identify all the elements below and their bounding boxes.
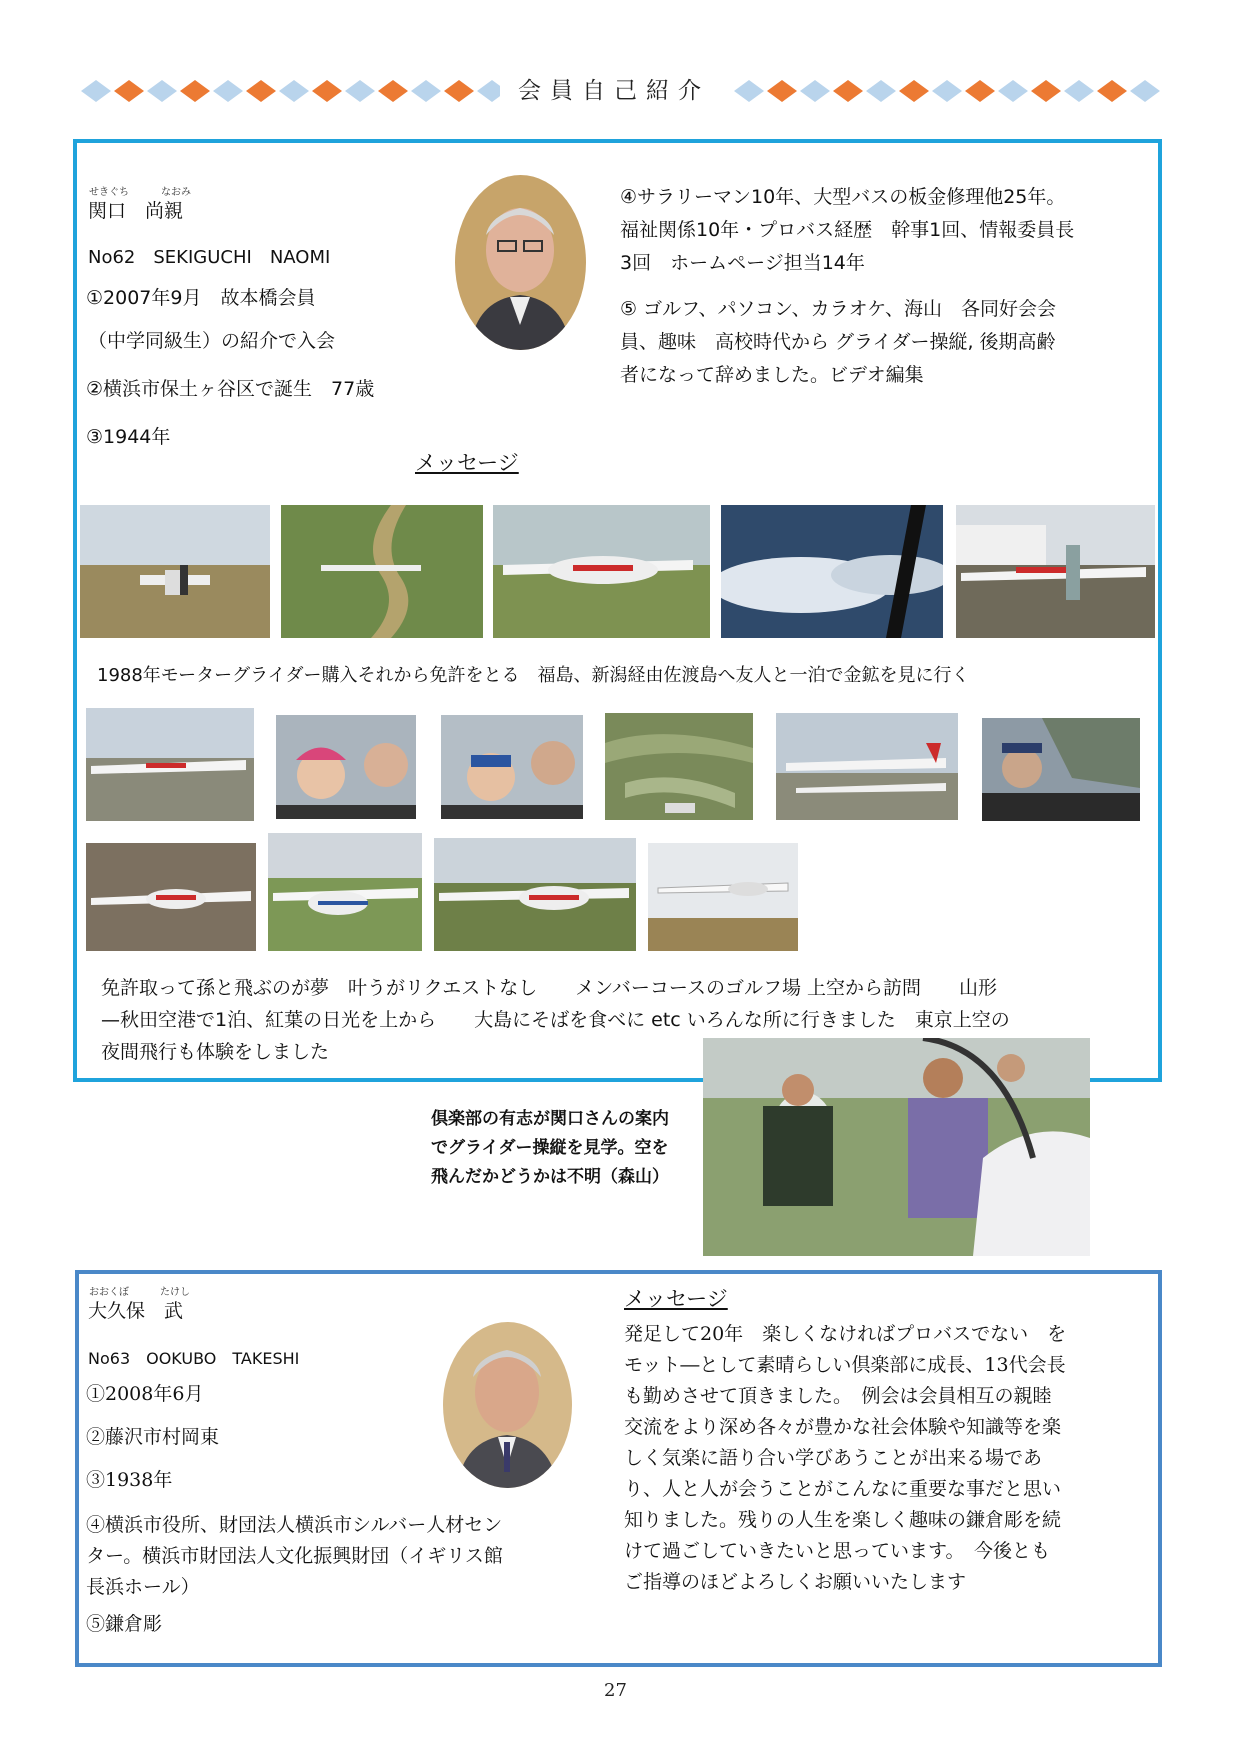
- hobbies-line: ⑤ ゴルフ、パソコン、カラオケ、海山 各同好会会: [620, 298, 1056, 320]
- diamond-ornament: [312, 80, 342, 102]
- photo-grandchild-cockpit-2: [441, 715, 583, 819]
- photo-glider-flying: [648, 843, 798, 951]
- side-caption-line: 倶楽部の有志が関口さんの案内: [431, 1109, 669, 1129]
- diamond-ornament: [345, 80, 375, 102]
- diamond-ornament: [246, 80, 276, 102]
- side-caption-line: でグライダー操縦を見学。空を: [431, 1138, 669, 1158]
- message-line: 交流をより深め各々が豊かな社会体験や知識等を楽: [624, 1416, 1062, 1438]
- photo-above-clouds: [721, 505, 943, 638]
- photo-club-members-glider: [703, 1038, 1090, 1256]
- hobbies-line: 者になって辞めました。ビデオ編集: [620, 364, 924, 386]
- photo-aerial-river: [281, 505, 483, 638]
- birth-year: ③1938年: [86, 1469, 173, 1491]
- message-line: も勤めさせて頂きました。 例会は会員相互の親睦: [624, 1385, 1052, 1407]
- diamond-ornament: [147, 80, 177, 102]
- caption-line: 夜間飛行も体験をしました: [101, 1041, 330, 1063]
- career-line: 福祉関係10年・プロバス経歴 幹事1回、情報委員長: [620, 219, 1075, 241]
- page-number: 27: [604, 1680, 627, 1701]
- photo-grandchild-cockpit-1: [276, 715, 416, 819]
- hobbies: [620, 293, 1056, 392]
- diamond-ornament: [378, 80, 408, 102]
- diamond-ornament: [213, 80, 243, 102]
- birthplace: ②横浜市保土ヶ谷区で誕生 77歳: [86, 378, 375, 400]
- career-line: 長浜ホール）: [86, 1576, 200, 1598]
- career-line: ④横浜市役所、財団法人横浜市シルバー人材セン: [86, 1514, 503, 1536]
- hobbies: ⑤鎌倉彫: [86, 1613, 163, 1635]
- join-info: ①2007年9月 故本橋会員: [86, 287, 316, 309]
- diamond-ornament: [477, 80, 500, 102]
- photo-glider-field-2: [434, 838, 636, 951]
- career-line: ④サラリーマン10年、大型バスの板金修理他25年。: [620, 186, 1066, 208]
- career-history: [620, 181, 1074, 280]
- diamond-ornament: [1097, 80, 1127, 102]
- diamond-ornament: [1031, 80, 1061, 102]
- diamond-ornament: [1130, 80, 1160, 102]
- name-ruby-given: たけし: [160, 1287, 190, 1298]
- diamond-ornament: [444, 80, 474, 102]
- name-ruby-family: せきぐち: [89, 187, 129, 198]
- join-info-cont: （中学同級生）の紹介で入会: [88, 330, 336, 352]
- birth-year: ③1944年: [86, 426, 171, 448]
- message-line: ご指導のほどよろしくお願いいたします: [624, 1571, 967, 1593]
- diamond-ornament: [81, 80, 111, 102]
- career-history: [86, 1510, 503, 1603]
- caption-line: 免許取って孫と飛ぶのが夢 叶うがリクエストなし メンバーコースのゴルフ場 上空から訪問 山形: [101, 977, 998, 999]
- join-info: ①2008年6月: [86, 1383, 204, 1405]
- diamond-ornament: [114, 80, 144, 102]
- diamond-ornament: [734, 80, 764, 102]
- diamond-ornament: [767, 80, 797, 102]
- photo-caption-1: 1988年モーターグライダー購入それから免許をとる 福島、新潟経由佐渡島へ友人と一泊で金鉱を見に行く: [97, 665, 970, 686]
- diamond-ornament: [279, 80, 309, 102]
- member-id: No63 OOKUBO TAKESHI: [88, 1349, 300, 1368]
- diamond-ornament: [180, 80, 210, 102]
- message-heading: メッセージ: [415, 451, 519, 475]
- photo-aerial-golf-course: [605, 713, 753, 820]
- message-line: しく気楽に語り合い学びあうことが出来る場であ: [624, 1447, 1043, 1469]
- message-line: り、人と人が会うことがこんなに重要な事だと思い: [624, 1478, 1062, 1500]
- name-ruby-given: なおみ: [161, 187, 191, 198]
- diamond-ornament: [932, 80, 962, 102]
- hobbies-line: 員、趣味 高校時代から グライダー操縦, 後期高齢: [620, 331, 1056, 353]
- side-caption-line: 飛んだかどうかは不明（森山）: [431, 1167, 669, 1187]
- career-line: 3回 ホームページ担当14年: [620, 252, 865, 274]
- diamond-ornament: [800, 80, 830, 102]
- photo-glider-terminal: [956, 505, 1155, 638]
- caption-line: —秋田空港で1泊、紅葉の日光を上から 大島にそばを食べに etc いろんな所に行きました 東京上空の: [101, 1009, 1010, 1031]
- header-diamonds-right: [733, 80, 1165, 102]
- photo-glider-grass: [268, 833, 422, 951]
- message-heading: メッセージ: [624, 1287, 728, 1311]
- diamond-ornament: [899, 80, 929, 102]
- photo-glider-runway: [86, 708, 254, 821]
- message-line: けて過ごしていきたいと思っています。 今後とも: [624, 1540, 1050, 1562]
- page-title: 会員自己紹介: [518, 78, 710, 104]
- diamond-ornament: [411, 80, 441, 102]
- photo-glider-canopy: [493, 505, 710, 638]
- diamond-ornament: [833, 80, 863, 102]
- diamond-ornament: [965, 80, 995, 102]
- member-portrait: [443, 1322, 572, 1488]
- member-name: 大久保 武: [88, 1300, 184, 1322]
- group-photo-caption: [431, 1105, 669, 1192]
- message-line: 発足して20年 楽しくなければプロバスでない を: [624, 1323, 1067, 1345]
- member-name: 関口 尚親: [88, 200, 184, 222]
- photo-cockpit-aerial-view: [982, 718, 1140, 821]
- diamond-ornament: [998, 80, 1028, 102]
- birthplace: ②藤沢市村岡東: [86, 1426, 220, 1448]
- diamond-ornament: [1064, 80, 1094, 102]
- name-ruby-family: おおくぼ: [89, 1287, 129, 1298]
- photo-glider-takeoff: [86, 843, 256, 951]
- member-message: [624, 1319, 1066, 1598]
- message-line: 知りました。残りの人生を楽しく趣味の鎌倉彫を続: [624, 1509, 1062, 1531]
- photo-glider-field: [80, 505, 270, 638]
- diamond-ornament: [866, 80, 896, 102]
- photo-airport-jet: [776, 713, 958, 820]
- header-diamonds-left: [80, 80, 500, 102]
- career-line: ター。横浜市財団法人文化振興財団（イギリス館: [86, 1545, 503, 1567]
- member-portrait: [455, 175, 586, 350]
- member-id: No62 SEKIGUCHI NAOMI: [88, 247, 331, 268]
- message-line: モット―として素晴らしい倶楽部に成長、13代会長: [624, 1354, 1066, 1376]
